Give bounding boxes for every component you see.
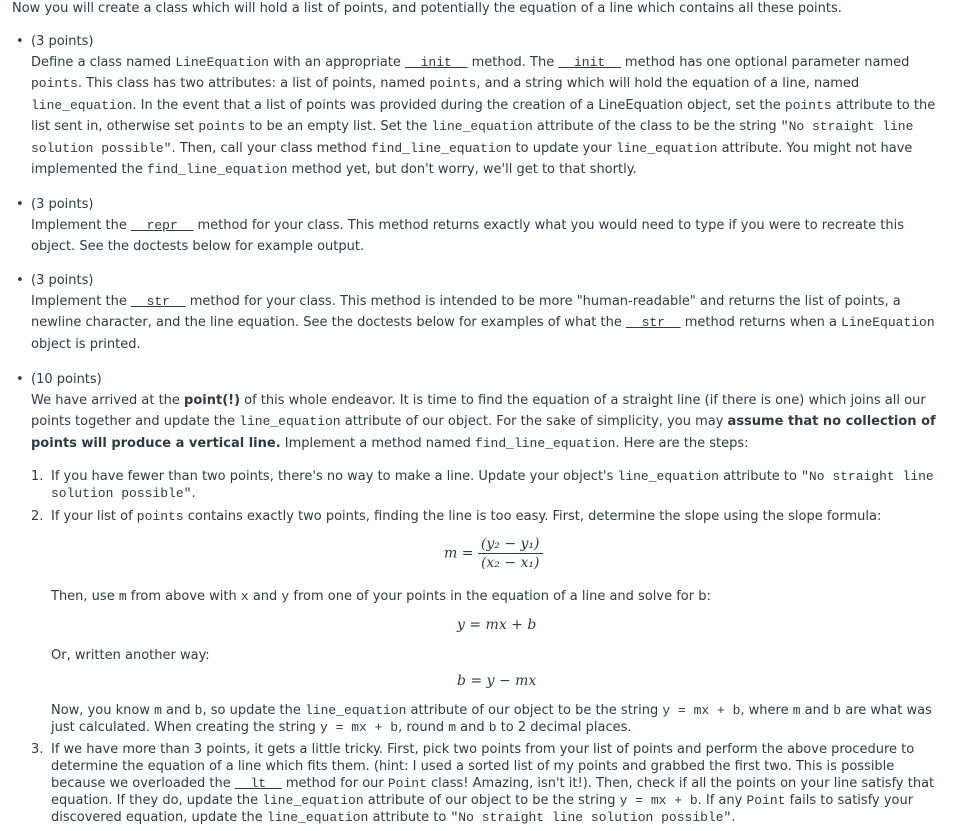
step-text: If you have fewer than two points, there's no way to make a line. Update your object's line_equation attribute to "No straight line solution possible". (51, 469, 934, 501)
intro-text: Now you will create a class which will hold a list of points, and potentially the equation of a line which contains all these points. (12, 1, 842, 16)
task-points: (10 points) (31, 372, 102, 387)
task-points: (3 points) (31, 34, 94, 49)
task-description: We have arrived at the point(!) of this whole endeavor. It is time to find the equation of a straight line (if there is one) which joins all our points together and update the line_equation attribute of our object. For the sake of simplicity, you may assume that no collection of points will produce a vertical line. Implement a method named find_line_equation. Here are the steps: (31, 393, 936, 451)
line-equation-formula: y = mx + b (457, 617, 537, 633)
task-description: Define a class named LineEquation with an appropriate __init__ method. The __init__ method has one optional parameter named points. This class has two attributes: a list of points, named points, and a string which will hold the equation of a line, named line_equation. In the event that a list of points was provided during the creation of a LineEquation object, set the points attribute to the list sent in, otherwise set points to be an empty list. Set the line_equation attribute of the class to be the string "No straight line solution possible". Then, call your class method find_line_equation to update your line_equation attribute. You might not have implemented the find_line_equation method yet, but don't worry, we'll get to that shortly. (31, 55, 936, 178)
task-points: (3 points) (31, 197, 94, 212)
step-text: Then, use m from above with x and y from one of your points in the equation of a line and solve for b: (51, 589, 711, 604)
bullet-dot-icon: • (16, 197, 24, 212)
step-text: If we have more than 3 points, it gets a little tricky. First, pick two points from your list of points and perform the above procedure to determine the equation of a line which fits them. (hint: I used a sorted list of my points and grabbed the first two. This is possible because we overloaded the __lt__ method for our Point class! Amazing, isn't it!). Then, check if all the points on your line satisfy that equation. If they do, update the line_equation attribute of our object to be the string y = mx + b. If any Point fails to satisfy your discovered equation, update the line_equation attribute to "No straight line solution possible". (51, 742, 935, 825)
step-number: 2. (31, 509, 44, 524)
task-points: (3 points) (31, 273, 94, 288)
step-number: 1. (31, 469, 44, 484)
bullet-dot-icon: • (16, 273, 24, 288)
step-number: 3. (31, 742, 44, 757)
step-text: Or, written another way: (51, 648, 210, 663)
step-text: Now, you know m and b, so update the line_equation attribute of our object to be the string y = mx + b, where m and b are what was just calculated. When creating the string y = mx + b, round m and b to 2 decimal places. (51, 703, 932, 735)
bullet-dot-icon: • (16, 372, 24, 387)
step-text: If your list of points contains exactly two points, finding the line is too easy. First, determine the slope using the slope formula: (51, 509, 882, 524)
steps-list (31, 0, 941, 831)
task-description: Implement the __str__ method for your class. This method is intended to be more "human-readable" and returns the list of points, a newline character, and the line equation. See the doctests below for examples of what the __str__ method returns when a LineEquation object is printed. (31, 294, 935, 352)
intercept-formula: b = y − mx (457, 673, 537, 689)
bullet-dot-icon: • (16, 34, 24, 49)
task-description: Implement the __repr__ method for your class. This method returns exactly what you would need to type if you were to recreate this object. See the doctests below for example output. (31, 218, 904, 255)
slope-formula: m = $\frac{\text{(y₂ − y₁)}}{\text{(x₂ − x₁)}}$ (444, 536, 543, 571)
